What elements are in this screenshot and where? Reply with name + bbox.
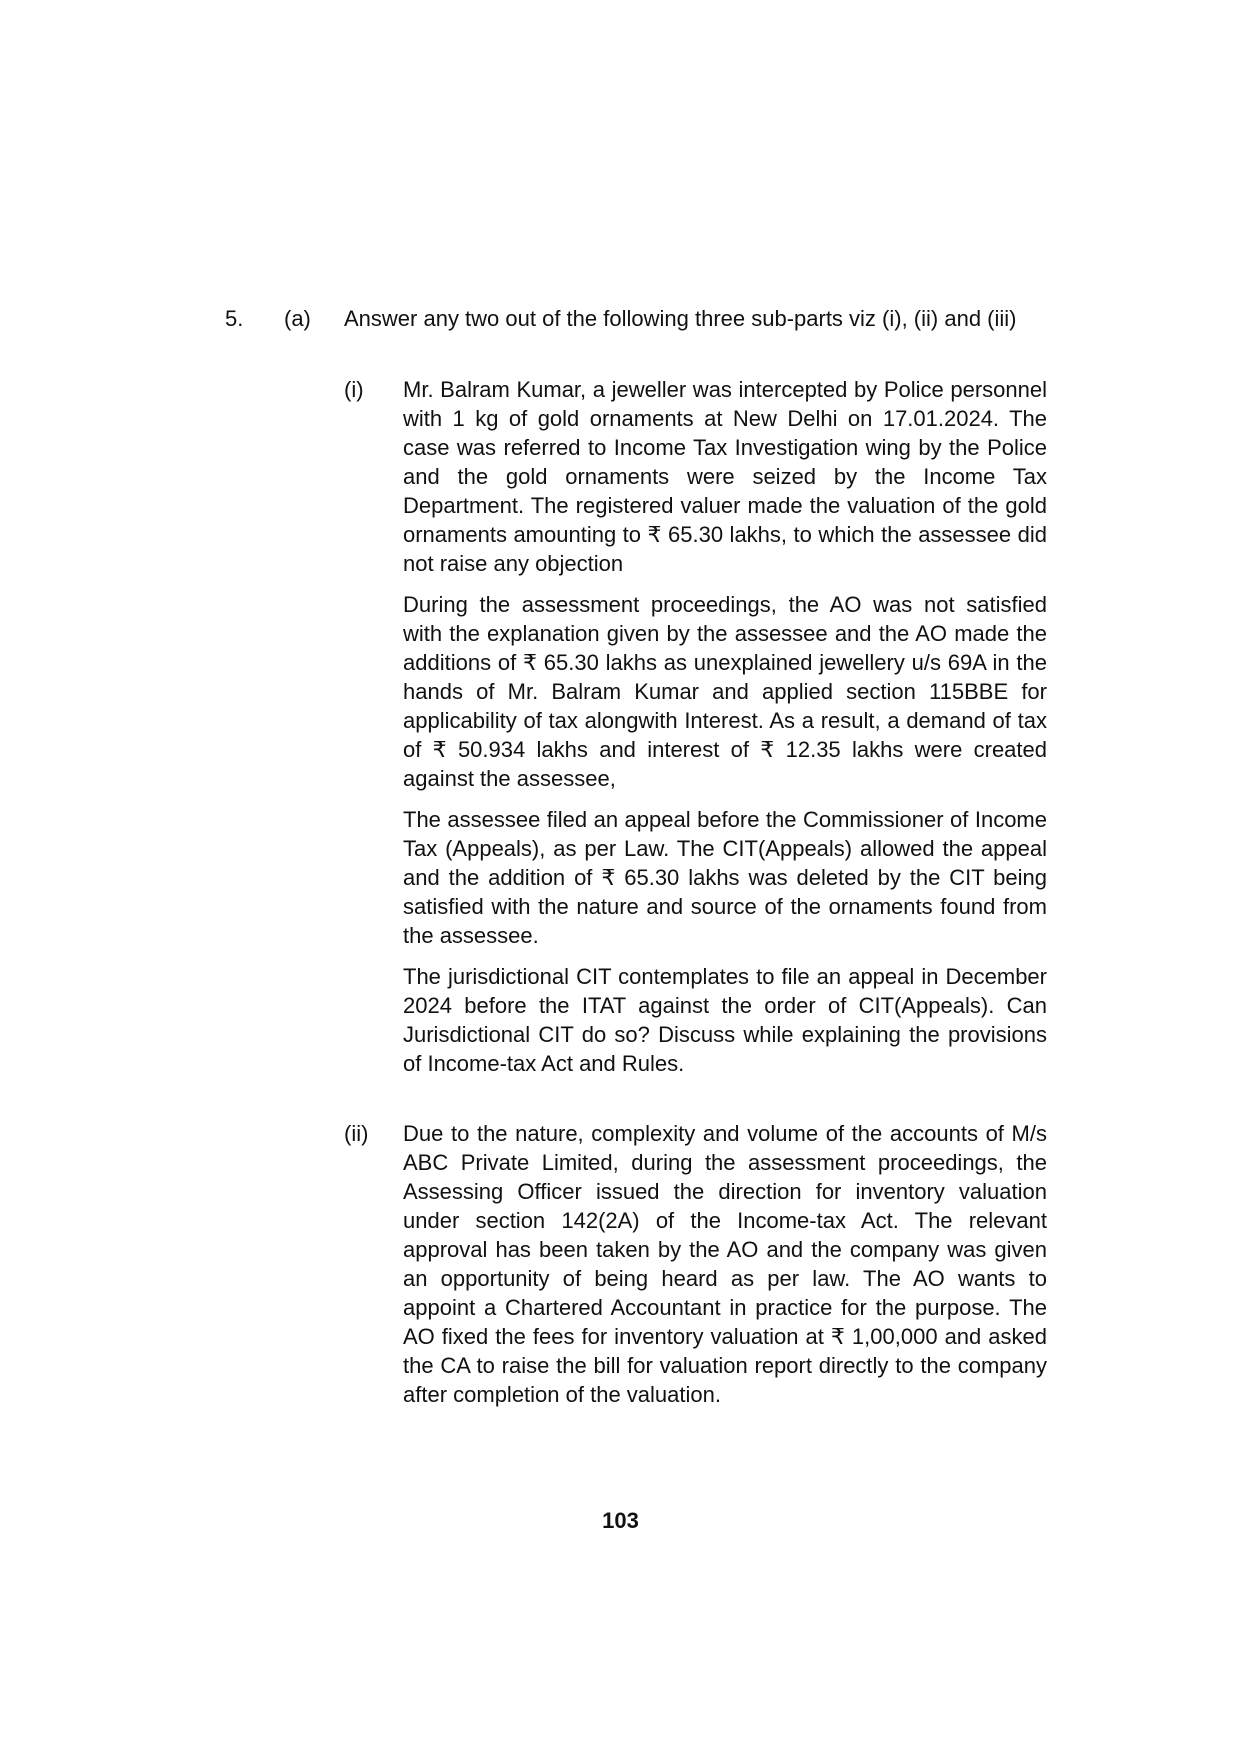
question-intro: Answer any two out of the following three sub-parts viz (i), (ii) and (iii) [344, 306, 1017, 331]
subpart-i-label: (i) [344, 377, 364, 402]
subpart-i-paragraph: During the assessment proceedings, the AO was not satisfied with the explanation given by the assessee and the AO made the additions of ₹ 65.30 lakhs as unexplained jewellery u/s 69A in the hands of Mr. Balram Kumar and applied section 115BBE for applicability of tax alongwith Interest. As a result, a demand of tax of ₹ 50.934 lakhs and interest of ₹ 12.35 lakhs were created against the assessee, [403, 592, 1047, 791]
subpart-ii-label: (ii) [344, 1121, 369, 1146]
subpart-i-paragraph: Mr. Balram Kumar, a jeweller was intercepted by Police personnel with 1 kg of gold ornaments at New Delhi on 17.01.2024. The case was referred to Income Tax Investigation wing by the Police and the gold ornaments were seized by the Income Tax Department. The registered valuer made the valuation of the gold ornaments amounting to ₹ 65.30 lakhs, to which the assessee did not raise any objection [403, 377, 1047, 576]
subpart-i-paragraph: The jurisdictional CIT contemplates to file an appeal in December 2024 before the ITAT against the order of CIT(Appeals). Can Jurisdictional CIT do so? Discuss while explaining the provisions of Income-tax Act and Rules. [403, 964, 1047, 1076]
question-part-label: (a) [284, 306, 311, 331]
subpart-i-body [403, 375, 1047, 1090]
subpart-i-paragraph: The assessee filed an appeal before the Commissioner of Income Tax (Appeals), as per Law. The CIT(Appeals) allowed the appeal and the addition of ₹ 65.30 lakhs was deleted by the CIT being satisfied with the nature and source of the ornaments found from the assessee. [403, 807, 1047, 948]
subpart-ii-paragraph: Due to the nature, complexity and volume of the accounts of M/s ABC Private Limited, during the assessment proceedings, the Assessing Officer issued the direction for inventory valuation under section 142(2A) of the Income-tax Act. The relevant approval has been taken by the AO and the company was given an opportunity of being heard as per law. The AO wants to appoint a Chartered Accountant in practice for the purpose. The AO fixed the fees for inventory valuation at ₹ 1,00,000 and asked the CA to raise the bill for valuation report directly to the company after completion of the valuation. [403, 1121, 1047, 1407]
subpart-ii-body [403, 1119, 1047, 1421]
question-number: 5. [225, 306, 244, 331]
page-number: 103 [602, 1508, 639, 1533]
